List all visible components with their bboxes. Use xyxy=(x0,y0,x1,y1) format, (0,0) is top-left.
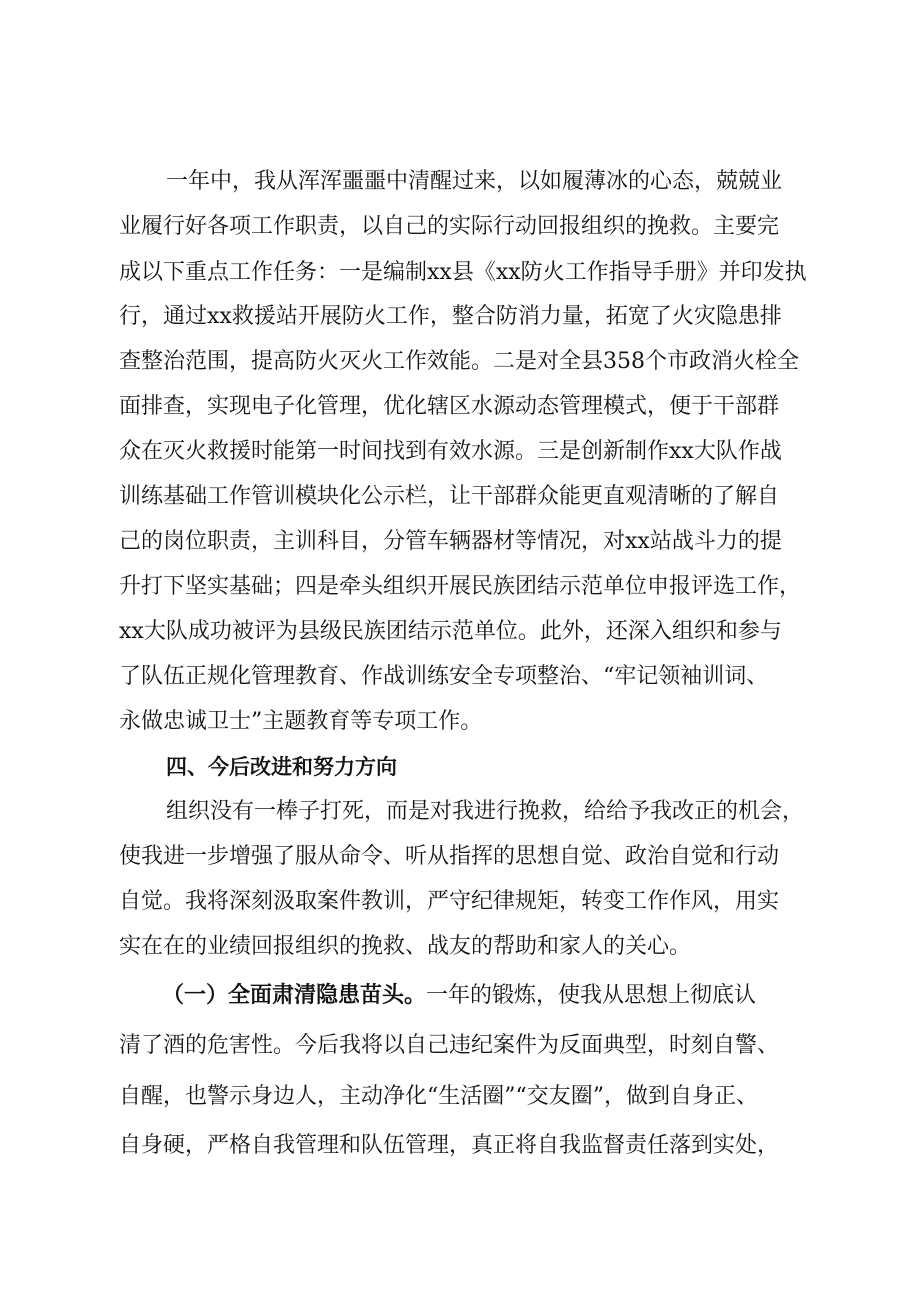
paragraph-1-line-11: xx大队成功被评为县级民族团结示范单位。此外，还深入组织和参与 xyxy=(119,619,782,644)
paragraph-1-line-4: 行，通过xx救援站开展防火工作，整合防消力量，拓宽了火灾隐患排 xyxy=(119,304,782,329)
paragraph-1-line-6: 面排查，实现电子化管理，优化辖区水源动态管理模式，便于干部群 xyxy=(119,394,780,419)
paragraph-1-line-7: 众在灭火救援时能第一时间找到有效水源。三是创新制作xx大队作战 xyxy=(119,439,782,464)
paragraph-1-line-10: 升打下坚实基础；四是牵头组织开展民族团结示范单位申报评选工作， xyxy=(119,574,802,599)
paragraph-1-line-1: 一年中，我从浑浑噩噩中清醒过来，以如履薄冰的心态，兢兢业 xyxy=(166,169,783,194)
paragraph-1-line-12: 了队伍正规化管理教育、作战训练安全专项整治、“牢记领袖训词、 xyxy=(119,664,769,689)
paragraph-2-line-1: 组织没有一棒子打死，而是对我进行挽救，给给予我改正的机会， xyxy=(166,799,805,824)
paragraph-3-line-1 xyxy=(162,980,756,1011)
paragraph-1-line-8: 训练基础工作管训模块化公示栏，让干部群众能更直观清晰的了解自 xyxy=(119,484,780,509)
paragraph-3-first-line-rest: 一年的锻炼，使我从思想上彻底认 xyxy=(426,983,757,1008)
paragraph-3-line-4: 自身硬，严格自我管理和队伍管理，真正将自我监督责任落到实处， xyxy=(119,1133,780,1158)
paragraph-3-line-2: 清了酒的危害性。今后我将以自己违纪案件为反面典型，时刻自警、 xyxy=(119,1033,780,1058)
paragraph-3-line-3: 自醒，也警示身边人，主动净化“生活圈”“交友圈”，做到自身正、 xyxy=(119,1084,758,1109)
paragraph-1-line-13: 永做忠诚卫士”主题教育等专项工作。 xyxy=(119,709,483,734)
paragraph-2-line-4: 实在在的业绩回报组织的挽救、战友的帮助和家人的关心。 xyxy=(119,934,692,959)
paragraph-1-line-3: 成以下重点工作任务：一是编制xx县《xx防火工作指导手册》并印发执 xyxy=(119,260,807,285)
paragraph-1-line-2: 业履行好各项工作职责，以自己的实际行动回报组织的挽救。主要完 xyxy=(119,214,780,239)
section-heading: 四、今后改进和努力方向 xyxy=(166,755,397,779)
paragraph-3-bold-lead: （一）全面肃清隐患苗头。 xyxy=(162,982,427,1008)
paragraph-1-line-5: 查整治范围，提高防火灭火工作效能。二是对全县358个市政消火栓全 xyxy=(119,349,799,374)
paragraph-2-line-3: 自觉。我将深刻汲取案件教训，严守纪律规矩，转变工作作风，用实 xyxy=(119,889,780,914)
paragraph-2-line-2: 使我进一步增强了服从命令、听从指挥的思想自觉、政治自觉和行动 xyxy=(119,844,780,869)
paragraph-1-line-9: 己的岗位职责，主训科目，分管车辆器材等情况，对xx站战斗力的提 xyxy=(119,529,782,554)
